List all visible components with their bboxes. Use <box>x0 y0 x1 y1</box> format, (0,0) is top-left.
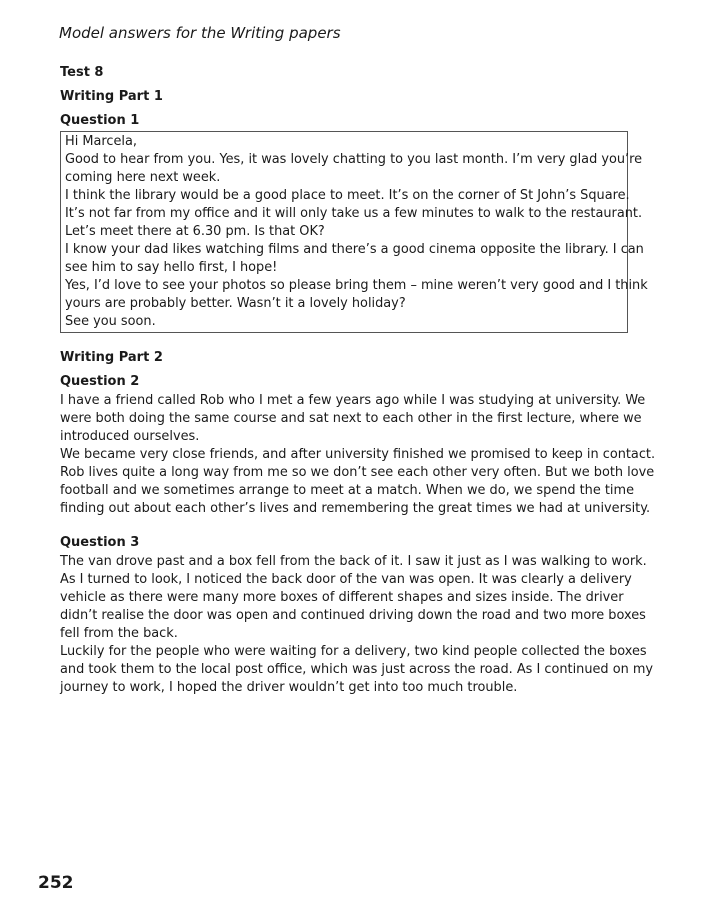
answer-line: Let’s meet there at 6.30 pm. Is that OK? <box>65 224 325 239</box>
answer-line: See you soon. <box>65 314 156 329</box>
answer-line: were both doing the same course and sat next to each other in the first lecture, where we <box>60 411 642 426</box>
question3-title: Question 3 <box>60 535 140 550</box>
answer-line: yours are probably better. Wasn’t it a lovely holiday? <box>65 296 406 311</box>
answer-line: introduced ourselves. <box>60 429 200 444</box>
answer-line: see him to say hello first, I hope! <box>65 260 278 275</box>
page-header-title: Model answers for the Writing papers <box>59 24 341 42</box>
answer-line: Luckily for the people who were waiting for a delivery, two kind people collected the boxes <box>60 644 647 659</box>
answer-line: fell from the back. <box>60 626 178 641</box>
answer-line: Rob lives quite a long way from me so we don’t see each other very often. But we both love <box>60 465 655 480</box>
answer-line: We became very close friends, and after university finished we promised to keep in contact. <box>60 447 656 462</box>
answer-line: I know your dad likes watching films and there’s a good cinema opposite the library. I can <box>65 242 644 257</box>
page-number: 252 <box>38 873 74 893</box>
question1-answer-box <box>60 131 648 333</box>
answer-line: and took them to the local post office, which was just across the road. As I continued on my <box>60 662 654 677</box>
test-title: Test 8 <box>60 65 104 80</box>
question2-answer <box>60 392 656 518</box>
part1-title: Writing Part 1 <box>60 89 163 104</box>
answer-line: didn’t realise the door was open and continued driving down the road and two more boxes <box>60 608 646 623</box>
answer-line: football and we sometimes arrange to meet at a match. When we do, we spend the time <box>60 483 635 498</box>
question1-title: Question 1 <box>60 113 140 128</box>
answer-line: I think the library would be a good place to meet. It’s on the corner of St John’s Square. <box>65 188 630 203</box>
answer-line: journey to work, I hoped the driver wouldn’t get into too much trouble. <box>60 680 518 695</box>
part2-title: Writing Part 2 <box>60 350 163 365</box>
question2-title: Question 2 <box>60 374 140 389</box>
answer-line: finding out about each other’s lives and remembering the great times we had at university. <box>60 501 651 516</box>
question3-answer <box>60 553 654 697</box>
answer-line: The van drove past and a box fell from the back of it. I saw it just as I was walking to work. <box>60 554 647 569</box>
answer-line: vehicle as there were many more boxes of different shapes and sizes inside. The driver <box>60 590 624 605</box>
answer-line: As I turned to look, I noticed the back door of the van was open. It was clearly a delivery <box>60 572 632 587</box>
answer-line: Good to hear from you. Yes, it was lovely chatting to you last month. I’m very glad you’re <box>65 152 643 167</box>
answer-line: Hi Marcela, <box>65 134 138 149</box>
page-content <box>60 64 656 697</box>
answer-line: I have a friend called Rob who I met a few years ago while I was studying at university. We <box>60 393 646 408</box>
answer-line: coming here next week. <box>65 170 221 185</box>
answer-line: Yes, I’d love to see your photos so please bring them – mine weren’t very good and I think <box>65 278 648 293</box>
answer-line: It’s not far from my office and it will only take us a few minutes to walk to the restaurant. <box>65 206 643 221</box>
